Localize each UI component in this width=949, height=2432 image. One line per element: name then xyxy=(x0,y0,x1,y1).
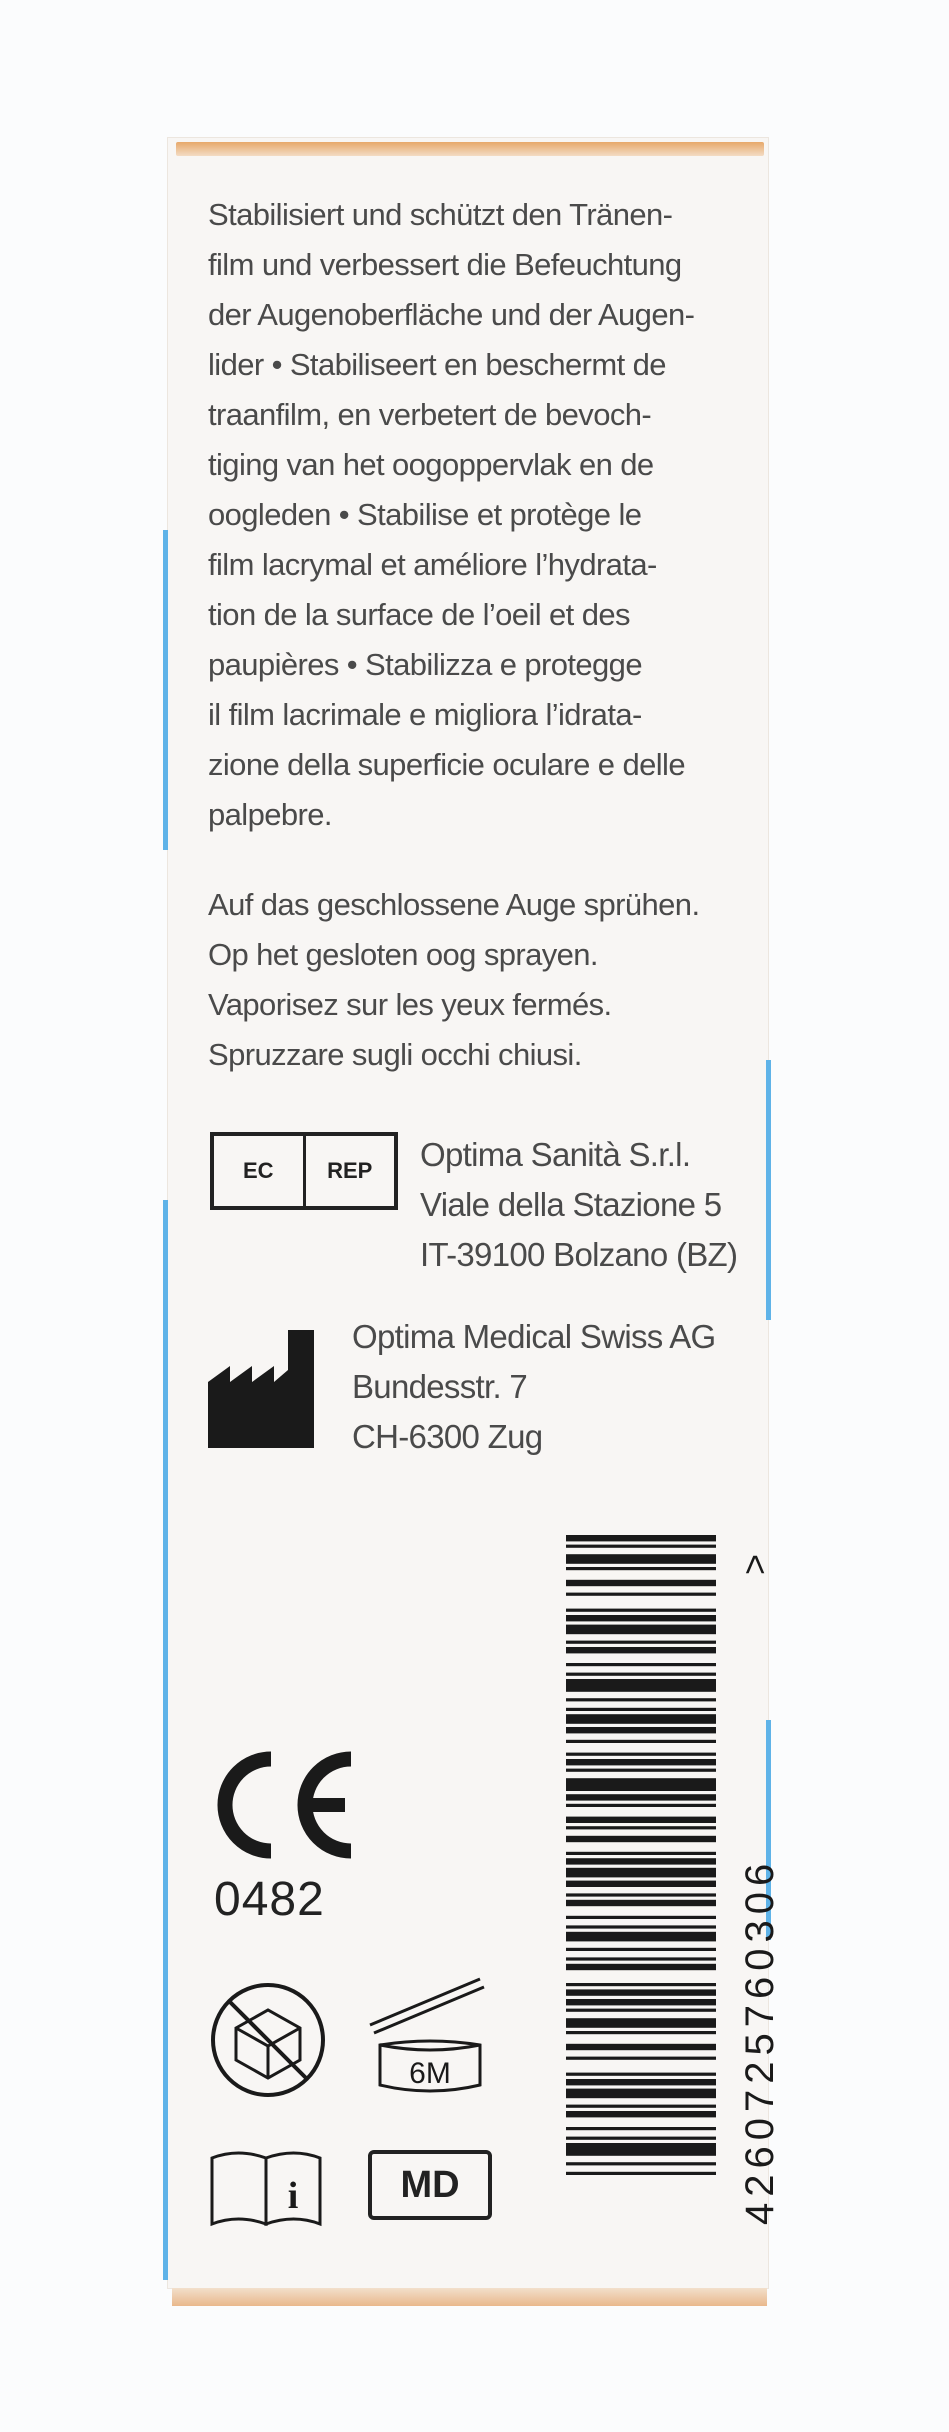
barcode-bar xyxy=(566,1647,716,1653)
barcode-bar xyxy=(566,1893,716,1896)
barcode-bar xyxy=(566,1554,716,1564)
barcode-marker: > xyxy=(734,1553,775,1575)
barcode-number: 4260725760306 xyxy=(738,1857,782,2225)
barcode-bar xyxy=(566,1625,716,1635)
description-line: zione della superficie oculare e delle xyxy=(208,747,685,782)
barcode-bar xyxy=(566,1778,716,1791)
barcode-number-group xyxy=(734,1535,785,2225)
barcode-bar xyxy=(566,1769,716,1772)
barcode-bar xyxy=(566,1999,716,2005)
address-line: Bundesstr. 7 xyxy=(352,1368,528,1405)
barcode-bar xyxy=(566,2105,716,2108)
description-line: traanfilm, en verbetert de bevoch- xyxy=(208,397,652,432)
barcode-bar xyxy=(566,1983,716,1986)
package-bottom-edge xyxy=(172,2288,767,2306)
product-description xyxy=(208,190,753,840)
barcode-bar xyxy=(566,1925,716,1928)
barcode-bar xyxy=(566,2009,716,2012)
barcode-bar xyxy=(566,2089,716,2099)
ec-rep-icon xyxy=(210,1132,398,1210)
description-line: il film lacrimale e migliora l’idrata- xyxy=(208,697,642,732)
rep-label: REP xyxy=(303,1136,395,1206)
instructions-icon xyxy=(208,2148,324,2228)
barcode-bar xyxy=(566,1740,716,1743)
info-symbol: i xyxy=(287,2175,299,2217)
barcode-bar xyxy=(566,2143,716,2156)
authorized-representative-address xyxy=(420,1130,737,1280)
barcode-bar xyxy=(566,1535,716,1541)
address-line: Optima Sanità S.r.l. xyxy=(420,1136,691,1173)
barcode-bar xyxy=(566,2137,716,2140)
barcode-bar xyxy=(566,1989,716,1995)
barcode-bar xyxy=(566,1567,716,1570)
description-line: lider • Stabiliseert en beschermt de xyxy=(208,347,666,382)
barcode-bar xyxy=(566,1948,716,1951)
barcode-bar xyxy=(566,2057,716,2060)
barcode-bar xyxy=(566,1964,716,1970)
barcode-bar xyxy=(566,2127,716,2130)
barcode-bar xyxy=(566,1836,716,1842)
barcode-bar xyxy=(566,1727,716,1733)
barcode-bar xyxy=(566,1753,716,1756)
barcode-bar xyxy=(566,1858,716,1864)
barcode-bar xyxy=(566,1817,716,1823)
description-line: paupières • Stabilizza e protegge xyxy=(208,647,642,682)
medical-device-icon: MD xyxy=(368,2150,492,2220)
ec-label: EC xyxy=(242,1158,274,1183)
ce-mark-icon xyxy=(205,1745,365,1865)
barcode-bar xyxy=(566,1641,716,1644)
barcode-bar xyxy=(566,1714,716,1724)
description-line: palpebre. xyxy=(208,797,332,832)
barcode-bar xyxy=(566,1708,716,1711)
blue-stripe-right-upper xyxy=(766,1060,771,1320)
barcode-icon xyxy=(566,1535,716,2175)
description-line: der Augenoberfläche und der Augen- xyxy=(208,297,695,332)
blue-stripe-left-lower xyxy=(163,1200,168,2280)
barcode-bar xyxy=(566,1868,716,1878)
barcode-bar xyxy=(566,1916,716,1919)
address-line: IT-39100 Bolzano (BZ) xyxy=(420,1236,738,1273)
barcode-bar xyxy=(566,2018,716,2028)
spray-line: Spruzzare sugli occhi chiusi. xyxy=(208,1037,582,1072)
barcode-bar xyxy=(566,1663,716,1666)
barcode-bar xyxy=(566,1679,716,1692)
barcode-bar xyxy=(566,1932,716,1942)
barcode-bar xyxy=(566,1615,716,1621)
barcode-bar xyxy=(566,2079,716,2085)
description-line: film und verbessert die Befeuchtung xyxy=(208,247,682,282)
description-line: tion de la surface de l’oeil et des xyxy=(208,597,630,632)
barcode-bar xyxy=(566,2172,716,2175)
manufacturer-icon xyxy=(208,1330,318,1448)
barcode-bar xyxy=(566,2162,716,2165)
description-line: tiging van het oogoppervlak en de xyxy=(208,447,654,482)
barcode-bar xyxy=(566,2073,716,2076)
barcode-bar xyxy=(566,1852,716,1855)
package-top-edge xyxy=(176,142,764,156)
spray-line: Vaporisez sur les yeux fermés. xyxy=(208,987,612,1022)
barcode-bar xyxy=(566,1580,716,1586)
notified-body-number: 0482 xyxy=(214,1873,325,1926)
do-not-reuse-icon xyxy=(208,1980,328,2100)
barcode-bar xyxy=(566,1759,716,1765)
barcode-bar xyxy=(566,1900,716,1906)
barcode-bar xyxy=(566,1673,716,1676)
barcode-bar xyxy=(566,1804,716,1807)
barcode-bar xyxy=(566,1593,716,1596)
spray-line: Auf das geschlossene Auge sprühen. xyxy=(208,887,700,922)
period-after-opening-icon xyxy=(360,1975,500,2105)
address-line: Viale della Stazione 5 xyxy=(420,1186,722,1223)
barcode-bar xyxy=(566,1957,716,1960)
barcode-bar xyxy=(566,1794,716,1800)
barcode-bar xyxy=(566,1826,716,1829)
description-line: oogleden • Stabilise et protège le xyxy=(208,497,642,532)
barcode-bar xyxy=(566,1609,716,1612)
pao-label: 6M xyxy=(409,2057,451,2090)
address-line: CH-6300 Zug xyxy=(352,1418,543,1455)
address-line: Optima Medical Swiss AG xyxy=(352,1318,716,1355)
barcode-bar xyxy=(566,1545,716,1548)
barcode-bar xyxy=(566,2031,716,2034)
description-line: Stabilisiert und schützt den Tränen- xyxy=(208,197,673,232)
manufacturer-address xyxy=(352,1312,716,1462)
barcode-bar xyxy=(566,2111,716,2117)
barcode-bar xyxy=(566,2044,716,2050)
spray-line: Op het gesloten oog sprayen. xyxy=(208,937,598,972)
barcode-bar xyxy=(566,1881,716,1887)
description-line: film lacrymal et améliore l’hydrata- xyxy=(208,547,657,582)
spray-instructions xyxy=(208,880,699,1080)
barcode-bar xyxy=(566,1698,716,1701)
blue-stripe-left-upper xyxy=(163,530,168,850)
